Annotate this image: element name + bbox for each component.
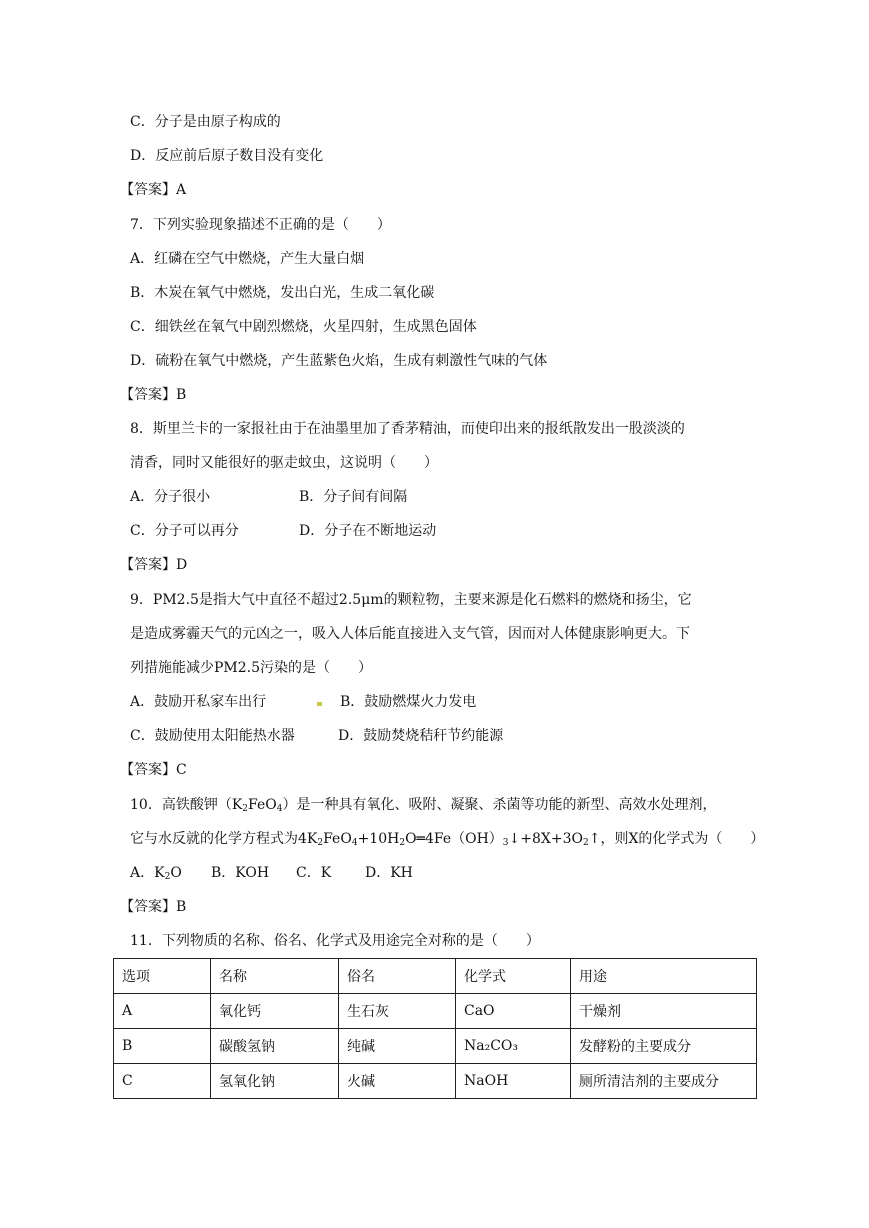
q10-option-a: A．$K_2O$ [130,865,182,882]
q9-option-c: C．鼓励使用太阳能热水器 [130,728,295,744]
table-header-cell: 俗名 [339,959,456,994]
table-header-cell: 选项 [114,959,211,994]
table-cell: 氢氧化钠 [211,1064,339,1099]
q10-option-c: C．K [296,865,332,881]
q8-option-a: A．分子很小 [130,489,211,505]
q10-option-d: D．KH [365,865,413,881]
q8-option-c: C．分子可以再分 [130,523,239,539]
q6-option-c: C．分子是由原子构成的 [130,114,281,130]
table-header-cell: 化学式 [456,959,571,994]
q9-stem-line-2: 是造成雾霾天气的元凶之一，吸入人体后能直接进入支气管，因而对人体健康影响更大。下 [130,626,690,642]
table-cell: C [114,1064,211,1099]
q9-answer: 【答案】C [120,762,187,778]
q7-option-d: D．硫粉在氧气中燃烧，产生蓝紫色火焰，生成有刺激性气味的气体 [130,353,548,369]
stray-mark [317,702,322,706]
q10-stem-line-2: 它与水反就的化学方程式为$4K_2FeO_4+10H_2O═4Fe(OH)_3↓+8X+3O_2↑$，则X的化学式为（ ） [130,831,765,848]
table-cell: 发酵粉的主要成分 [571,1029,757,1064]
q9-option-a: A．鼓励开私家车出行 [130,694,267,710]
table-header-cell: 用途 [571,959,757,994]
q9-option-b: B．鼓励燃煤火力发电 [340,694,477,710]
table-cell: 干燥剂 [571,994,757,1029]
q7-option-c: C．细铁丝在氧气中剧烈燃烧，火星四射，生成黑色固体 [130,319,477,335]
q7-answer: 【答案】B [120,387,187,403]
q9-option-d: D．鼓励焚烧秸秆节约能源 [338,728,504,744]
table-header-row [114,959,757,994]
table-cell: 纯碱 [339,1029,456,1064]
q8-option-d: D．分子在不断地运动 [299,523,437,539]
q10-stem-line-1: 10．高铁酸钾$(K_2FeO_4)$是一种具有氧化、吸附、凝聚、杀菌等功能的新型、高效水处理剂， [130,797,717,814]
table-cell: 火碱 [339,1064,456,1099]
q8-answer: 【答案】D [120,557,188,573]
table-cell: B [114,1029,211,1064]
q6-answer: 【答案】A [120,182,187,198]
q7-option-a: A．红磷在空气中燃烧，产生大量白烟 [130,251,365,267]
q11-stem: 11．下列物质的名称、俗名、化学式及用途完全对称的是（ ） [130,933,540,949]
q11-table [113,958,757,1099]
table-cell: CaO [456,994,571,1029]
q10-option-b: B．KOH [211,865,270,881]
table-cell: 生石灰 [339,994,456,1029]
q9-stem-line-1: 9．PM2.5是指大气中直径不超过2.5μm的颗粒物，主要来源是化石燃料的燃烧和扬尘，它 [130,592,692,608]
table-cell: 碳酸氢钠 [211,1029,339,1064]
table-cell: Na₂CO₃ [456,1029,571,1064]
table-row [114,1064,757,1099]
table-row [114,1029,757,1064]
q8-stem-line-1: 8．斯里兰卡的一家报社由于在油墨里加了香茅精油，而使印出来的报纸散发出一股淡淡的 [130,421,685,437]
q10-answer: 【答案】B [120,899,187,915]
q8-option-b: B．分子间有间隔 [299,489,408,505]
q8-stem-line-2: 清香，同时又能很好的驱走蚊虫，这说明（ ） [130,455,438,471]
table-header-cell: 名称 [211,959,339,994]
table-cell: 厕所清洁剂的主要成分 [571,1064,757,1099]
q7-stem: 7．下列实验现象描述不正确的是（ ） [130,217,391,233]
q7-option-b: B．木炭在氧气中燃烧，发出白光，生成二氧化碳 [130,285,435,301]
table-row [114,994,757,1029]
q9-stem-line-3: 列措施能减少PM2.5污染的是（ ） [130,660,373,676]
table-cell: 氧化钙 [211,994,339,1029]
table-cell: NaOH [456,1064,571,1099]
q6-option-d: D．反应前后原子数目没有变化 [130,148,324,164]
table-cell: A [114,994,211,1029]
